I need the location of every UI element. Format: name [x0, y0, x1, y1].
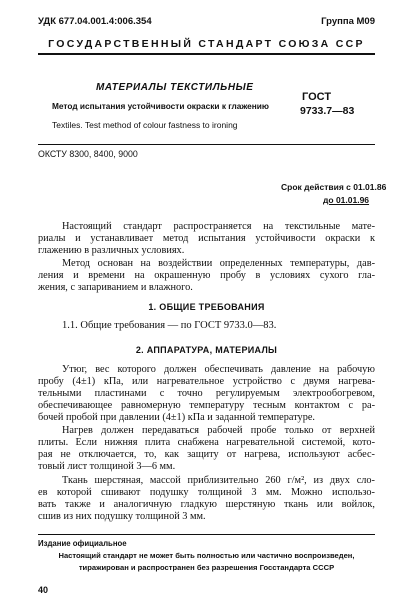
gost-label: ГОСТ — [302, 91, 332, 103]
method-line: Метод основан на воздействии определенных температуры, дав- — [62, 258, 375, 269]
title-rule — [38, 144, 375, 145]
udk-code: УДК 677.04.001.4:006.354 — [38, 16, 152, 27]
heating-line: товый лист толщиной 3—6 мм. — [38, 460, 176, 472]
intro-paragraph — [38, 221, 375, 257]
fabric-line: ев которой сшивают подушку толщиной 3 мм. Можно использо- — [38, 486, 375, 498]
copyright-notice-line2: тиражирован и распространен без разрешения Госстандарта СССР — [78, 563, 335, 572]
official-edition: Издание официальное — [38, 539, 127, 548]
page-number: 40 — [38, 585, 49, 595]
iron-line: Утюг, вес которого должен обеспечивать давление на рабочую — [62, 364, 375, 375]
section1-text: 1.1. Общие требования — по ГОСТ 9733.0—83. — [62, 320, 277, 331]
document-title: МАТЕРИАЛЫ ТЕКСТИЛЬНЫЕ — [96, 82, 254, 93]
iron-line: пробу (4±1) кПа, или нагревательное устройство с двумя нагрева- — [38, 375, 375, 387]
validity-from: Срок действия с 01.01.86 — [281, 182, 387, 192]
document-subtitle: Метод испытания устойчивости окраски к глажению — [52, 101, 269, 111]
intro-line: Настоящий стандарт распространяется на текстильные мате- — [62, 221, 375, 232]
heating-line: рая не отключается, то, как защиту от нагрева, используют асбес- — [38, 448, 375, 460]
state-standard-title: ГОСУДАРСТВЕННЫЙ СТАНДАРТ СОЮЗА ССР — [48, 38, 365, 50]
heating-line: Нагрев должен передаваться рабочей пробе только от верхней — [62, 425, 375, 436]
header-rule — [38, 53, 375, 55]
iron-line: тельными пластинами с точно регулируемым электрообогревом, — [38, 387, 375, 399]
iron-line: бочей пробой при давлении (4±1) кПа и заданной температуре. — [38, 411, 315, 423]
section2-paragraph-fabric — [38, 475, 375, 523]
fabric-line: вать также и аналогичную гладкую шерстяную ткань или войлок, — [38, 498, 375, 510]
section2-paragraph-iron — [38, 364, 375, 424]
intro-line: риалы и устанавливает метод испытания устойчивости окраски к — [38, 232, 375, 244]
copyright-notice-line1: Настоящий стандарт не может быть полностью или частично воспроизведен, — [58, 551, 355, 560]
iron-line: обеспечивающее равномерную температуру тесным контактом с ра- — [38, 399, 375, 411]
section2-paragraph-heating — [38, 425, 375, 473]
method-line: ления и времени на окрашенную пробу в условиях сухого гла- — [38, 269, 375, 281]
english-title: Textiles. Test method of colour fastness to ironing — [52, 120, 238, 130]
method-line: жения, с запариванием и влажного. — [38, 281, 193, 293]
okstu-codes: ОКСТУ 8300, 8400, 9000 — [38, 149, 138, 159]
section2-heading: 2. АППАРАТУРА, МАТЕРИАЛЫ — [135, 345, 278, 355]
fabric-line: Ткань шерстяная, массой приблизительно 260 г/м², из двух сло- — [62, 475, 375, 486]
gost-number: 9733.7—83 — [300, 105, 355, 117]
section1-heading: 1. ОБЩИЕ ТРЕБОВАНИЯ — [148, 302, 265, 312]
heating-line: плиты. Если нижняя плита снабжена нагревательной системой, кото- — [38, 436, 375, 448]
group-code: Группа М09 — [321, 16, 375, 27]
footer-rule — [38, 534, 375, 535]
method-paragraph — [38, 258, 375, 294]
validity-to: до 01.01.96 — [323, 195, 370, 205]
fabric-line: сшив из них подушку толщиной 3 мм. — [38, 510, 206, 522]
intro-line: глажению в различных условиях. — [38, 244, 185, 256]
